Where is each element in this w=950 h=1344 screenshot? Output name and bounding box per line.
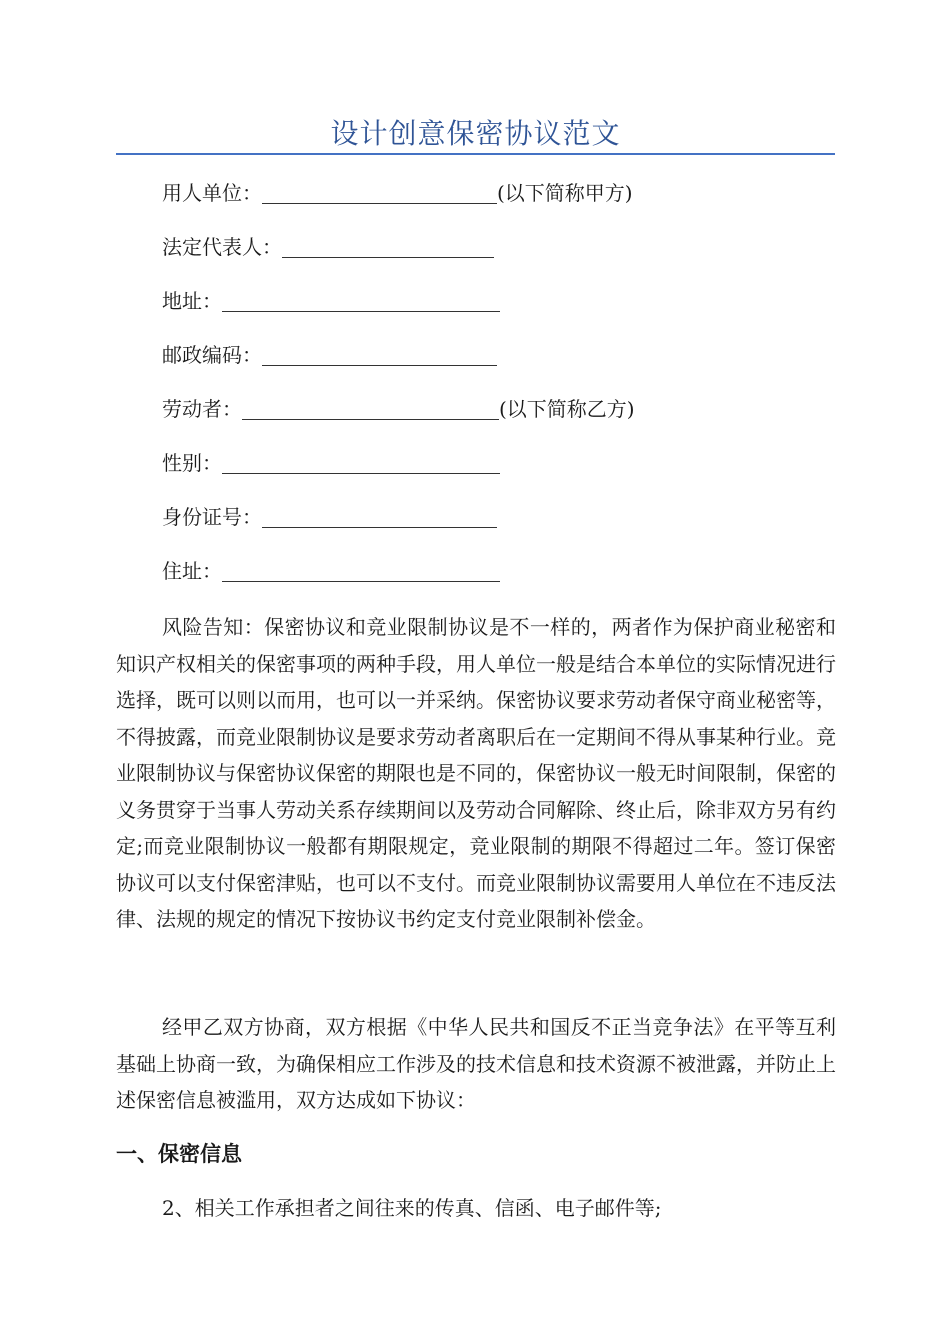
field-employer [162, 179, 633, 207]
field-address-label: 地址： [162, 289, 222, 313]
field-address [162, 287, 500, 315]
field-residence [162, 557, 500, 585]
document-title: 设计创意保密协议范文 [330, 117, 621, 150]
risk-notice-paragraph: 风险告知：保密协议和竞业限制协议是不一样的，两者作为保护商业秘密和知识产权相关的保密事项的两种手段，用人单位一般是结合本单位的实际情况进行选择，既可以则以而用，也可以一并采纳。保密协议要求劳动者保守商业秘密等，不得披露，而竞业限制协议是要求劳动者离职后在一定期间不得从事某种行业。竞业限制协议与保密协议保密的期限也是不同的，保密协议一般无时间限制，保密的义务贯穿于当事人劳动关系存续期间以及劳动合同解除、终止后，除非双方另有约定;而竞业限制协议一般都有期限规定，竞业限制的期限不得超过二年。签订保密协议可以支付保密津贴，也可以不支付。而竞业限制协议需要用人单位在不违反法律、法规的规定的情况下按协议书约定支付竞业限制补偿金。 [116, 615, 836, 931]
field-worker-label: 劳动者： [162, 397, 242, 421]
field-residence-label: 住址： [162, 559, 222, 583]
field-employer-blank [262, 181, 497, 204]
field-postal-code-blank [262, 343, 497, 366]
field-gender-blank [222, 451, 500, 474]
field-id-number-label: 身份证号： [162, 505, 262, 529]
field-legal-representative-label: 法定代表人： [162, 235, 282, 259]
field-postal-code-label: 邮政编码： [162, 343, 262, 367]
field-worker-blank [242, 397, 499, 420]
agreement-intro-paragraph: 经甲乙双方协商，双方根据《中华人民共和国反不正当竞争法》在平等互利基础上协商一致，为确保相应工作涉及的技术信息和技术资源不被泄露，并防止上述保密信息被滥用，双方达成如下协议： [116, 1015, 836, 1112]
field-postal-code [162, 341, 497, 369]
field-legal-representative [162, 233, 494, 261]
field-address-blank [222, 289, 500, 312]
field-employer-label: 用人单位： [162, 181, 262, 205]
field-employer-suffix: (以下简称甲方) [497, 181, 633, 205]
section-heading-confidential-info: 一、保密信息 [116, 1142, 242, 1166]
field-worker [162, 395, 635, 423]
field-gender-label: 性别： [162, 451, 222, 475]
field-residence-blank [222, 559, 500, 582]
field-id-number-blank [262, 505, 497, 528]
title-underline [116, 153, 835, 155]
field-gender [162, 449, 500, 477]
field-id-number [162, 503, 497, 531]
field-worker-suffix: (以下简称乙方) [499, 397, 635, 421]
field-legal-representative-blank [282, 235, 494, 258]
section-1-item-2: 2、相关工作承担者之间往来的传真、信函、电子邮件等; [162, 1196, 662, 1220]
